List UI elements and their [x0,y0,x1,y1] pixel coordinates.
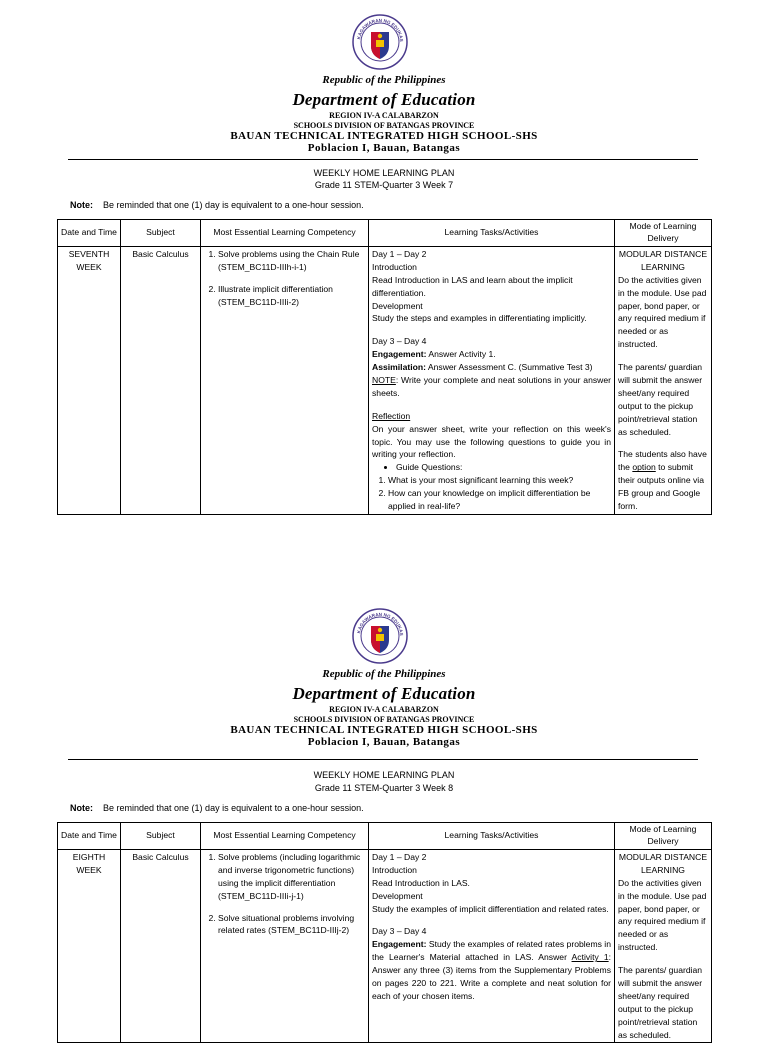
division-label: SCHOOLS DIVISION OF BATANGAS PROVINCE [293,715,475,724]
republic-label: Republic of the Philippines [322,668,446,680]
column-mel: Most Essential Learning Competency [201,823,369,850]
column-mode: Mode of Learning Delivery [615,220,712,247]
development-heading: Development [372,890,423,901]
mode-cell [615,850,712,1043]
week-cell: SEVENTH WEEK [58,247,121,515]
republic-label: Republic of the Philippines [322,74,446,86]
deped-seal-icon [352,14,408,70]
day-range: Day 3 – Day 4 [372,926,427,937]
day-range: Day 1 – Day 2 [372,249,427,259]
note-label: Note: [70,200,93,210]
mel-item: 2. Solve situational problems involving related rates (STEM_BC11D-IIIj-2) [218,912,365,938]
plan-title: WEEKLY HOME LEARNING PLAN [313,168,455,178]
engagement-line [372,348,611,361]
column-subject: Subject [121,823,201,850]
column-tasks: Learning Tasks/Activities [369,823,615,850]
activity-link: Activity 1 [571,952,609,963]
mode-paragraph [618,448,708,512]
mode-paragraph: Do the activities given in the module. Use pad paper, bond paper, or any required medium if needed or as instructed. [618,877,707,953]
engagement-label: Engagement: [372,349,427,360]
mel-item: 1. Solve problems (including logarithmic and inverse trigonometric functions) using the implicit differentiation (STEM_BC11D-IIIi-j-1) [218,851,365,903]
mode-cell [615,247,712,515]
development-text: Study the steps and examples in differentiating implicitly. [372,313,587,324]
mel-cell [201,850,369,1043]
development-text: Study the examples of implicit differentiation and related rates. [372,903,609,914]
table-row [58,850,712,1043]
plan-note [70,200,364,210]
guide-question: 2. How can your knowledge on implicit differentiation be applied in real-life? [388,487,611,513]
introduction-heading: Introduction [372,864,417,875]
column-date: Date and Time [58,220,121,247]
option-link: option [632,462,656,473]
mode-paragraph: Do the activities given in the module. Use pad paper, bond paper, or any required medium if needed or as instructed. [618,274,707,350]
reflection-heading: Reflection [372,410,411,421]
mode-title: MODULAR DISTANCE LEARNING [618,249,708,272]
header-divider [68,759,698,760]
svg-text:KAGAWARAN NG EDUKASYON: KAGAWARAN NG EDUKAS [356,17,405,42]
engagement-line [372,938,611,1002]
mel-item: 2. Illustrate implicit differentiation (STEM_BC11D-IIIi-2) [218,283,365,309]
school-name: BAUAN TECHNICAL INTEGRATED HIGH SCHOOL-SHS [230,130,538,142]
week-cell: EIGHTH WEEK [58,850,121,1043]
school-address: Poblacion I, Bauan, Batangas [307,736,461,748]
reflection-text: On your answer sheet, write your reflection on this week's topic. You may use the following questions to guide you in writing your reflection. [372,423,611,460]
assimilation-line [372,361,611,374]
plan-subtitle: Grade 11 STEM-Quarter 3 Week 8 [314,783,454,793]
assimilation-text: Answer Assessment C. (Summative Test 3) [425,362,593,373]
development-heading: Development [372,300,423,311]
mode-paragraph: The parents/ guardian will submit the answer sheet/any required output to the pickup point/retrieval station as scheduled. [618,965,703,1040]
engagement-text: Answer Activity 1. [426,349,496,360]
svg-text:KAGAWARAN NG EDUKASYON: KAGAWARAN NG EDUKAS [356,611,405,636]
note-label: Note: [70,803,93,813]
department-title: Department of Education [292,684,476,703]
engagement-text: Study the examples of related rates problems in the Learner's Material attached in LAS. Answer [372,939,611,963]
mode-title: MODULAR DISTANCE LEARNING [618,852,708,875]
engagement-label: Engagement: [372,939,427,950]
school-name: BAUAN TECHNICAL INTEGRATED HIGH SCHOOL-SHS [230,724,538,736]
mel-cell [201,247,369,515]
region-label: REGION IV-A CALABARZON [329,111,439,120]
table-header-row [58,823,712,850]
plan-note [70,803,364,813]
day-range: Day 3 – Day 4 [372,336,427,347]
region-label: REGION IV-A CALABARZON [329,705,439,714]
deped-seal-icon [352,608,408,664]
note-body: : Write your complete and neat solutions in your answer sheets. [372,375,611,398]
plan-subtitle: Grade 11 STEM-Quarter 3 Week 7 [314,180,454,190]
guide-questions-label: • Guide Questions: [396,461,611,474]
assimilation-label: Assimilation: [372,362,426,373]
introduction-text: Read Introduction in LAS and learn about the implicit differentiation. [372,274,573,298]
column-date: Date and Time [58,823,121,850]
mode-paragraph: The parents/ guardian will submit the answer sheet/any required output to the pickup point/retrieval station as scheduled. [618,362,703,437]
division-label: SCHOOLS DIVISION OF BATANGAS PROVINCE [293,121,475,130]
column-mode: Mode of Learning Delivery [615,823,712,850]
table-header-row [58,220,712,247]
mel-item: 1. Solve problems using the Chain Rule (STEM_BC11D-IIIh-i-1) [218,248,365,274]
subject-cell: Basic Calculus [121,850,201,1043]
mode-text: to submit their outputs online via FB group and Google form. [618,462,704,512]
guide-question: 1. What is your most significant learning this week? [388,474,611,487]
subject-cell: Basic Calculus [121,247,201,515]
introduction-heading: Introduction [372,261,417,272]
day-range: Day 1 – Day 2 [372,852,427,862]
engagement-text: : Answer any three (3) items from the Supplementary Problems on pages 220 to 221. Write a complete and neat solution for each of your chosen items. [372,952,612,1001]
table-row [58,247,712,515]
note-text: Be reminded that one (1) day is equivalent to a one-hour session. [103,803,364,813]
mode-text: The students also have the [618,449,707,473]
column-tasks: Learning Tasks/Activities [369,220,615,247]
column-mel: Most Essential Learning Competency [201,220,369,247]
introduction-text: Read Introduction in LAS. [372,877,470,888]
school-address: Poblacion I, Bauan, Batangas [307,142,461,154]
header-divider [68,159,698,160]
learning-plan-table [57,219,712,515]
note-line [372,374,611,400]
department-title: Department of Education [292,90,476,109]
plan-title: WEEKLY HOME LEARNING PLAN [313,770,455,780]
learning-plan-table [57,822,712,1043]
tasks-cell [369,247,615,515]
tasks-cell [369,850,615,1043]
column-subject: Subject [121,220,201,247]
note-text: Be reminded that one (1) day is equivalent to a one-hour session. [103,200,364,210]
note-heading: NOTE [372,375,396,386]
